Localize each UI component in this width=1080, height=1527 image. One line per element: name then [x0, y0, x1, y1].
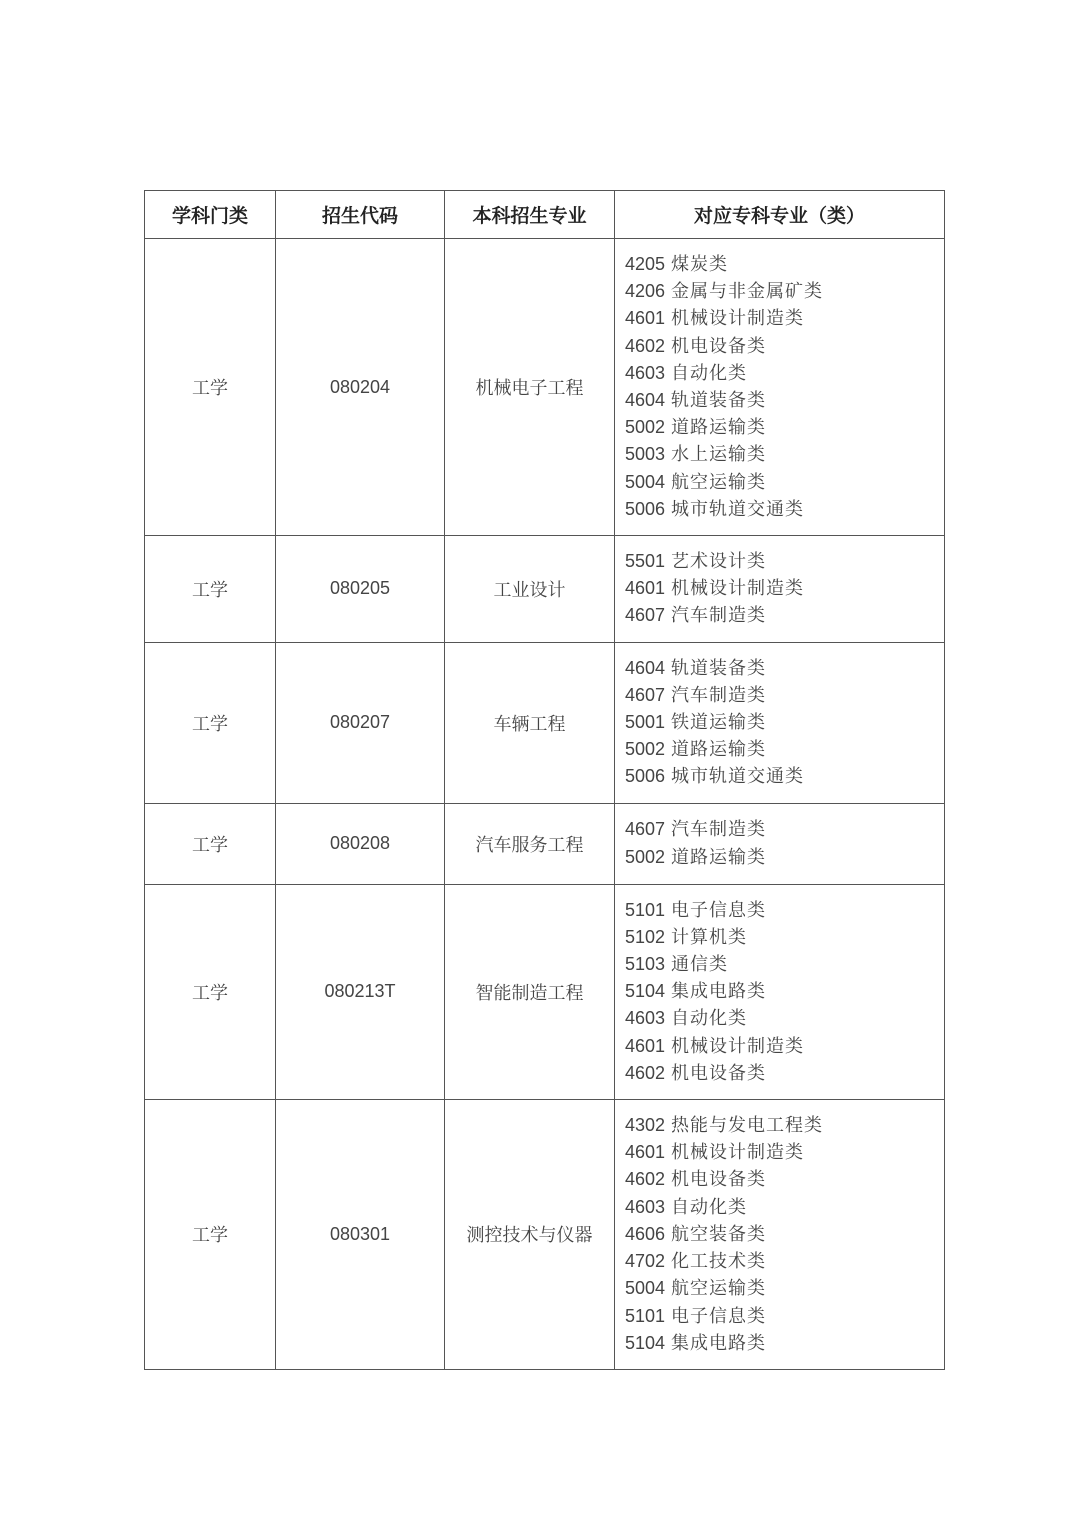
list-item: [625, 1221, 944, 1248]
related-major-name: 机械设计制造类: [671, 1142, 805, 1164]
related-major-name: 道路运输类: [671, 846, 767, 868]
related-major-code: 5104: [625, 981, 666, 1002]
related-major-code: 4607: [625, 819, 666, 840]
related-major-name: 汽车制造类: [671, 605, 767, 627]
cell-category: 工学: [145, 642, 276, 803]
related-major-list: [615, 885, 944, 1099]
cell-related-majors: [615, 1100, 945, 1370]
related-major-name: 机电设备类: [671, 1062, 767, 1084]
related-major-name: 水上运输类: [671, 444, 767, 466]
list-item: [625, 951, 944, 978]
related-major-code: 5104: [625, 1332, 666, 1353]
table-row: [145, 536, 945, 643]
related-major-name: 计算机类: [671, 926, 748, 948]
related-major-name: 机械设计制造类: [671, 308, 805, 330]
related-major-list: [615, 536, 944, 642]
cell-category: 工学: [145, 536, 276, 643]
list-item: [625, 736, 944, 763]
related-major-code: 5006: [625, 498, 666, 519]
related-major-name: 化工技术类: [671, 1251, 767, 1273]
related-major-name: 机电设备类: [671, 1169, 767, 1191]
related-major-name: 道路运输类: [671, 739, 767, 761]
list-item: [625, 1194, 944, 1221]
list-item: [625, 251, 944, 278]
cell-undergraduate-major: 车辆工程: [445, 642, 615, 803]
related-major-code: 5002: [625, 846, 666, 867]
cell-enrollment-code: 080301: [276, 1100, 445, 1370]
list-item: [625, 1060, 944, 1087]
related-major-list: [615, 239, 944, 535]
list-item: [625, 469, 944, 496]
cell-category: 工学: [145, 803, 276, 884]
related-major-list: [615, 643, 944, 803]
related-major-name: 自动化类: [671, 1196, 748, 1218]
related-major-code: 5003: [625, 444, 666, 465]
related-major-code: 4607: [625, 605, 666, 626]
header-related: 对应专科专业（类）: [615, 191, 945, 239]
related-major-code: 4601: [625, 578, 666, 599]
related-major-name: 电子信息类: [671, 899, 767, 921]
list-item: [625, 1330, 944, 1357]
list-item: [625, 602, 944, 629]
related-major-code: 5006: [625, 766, 666, 787]
cell-category: 工学: [145, 239, 276, 536]
list-item: [625, 655, 944, 682]
related-major-code: 4601: [625, 308, 666, 329]
related-major-name: 轨道装备类: [671, 657, 767, 679]
related-major-code: 4607: [625, 684, 666, 705]
list-item: [625, 1139, 944, 1166]
related-major-name: 航空运输类: [671, 1278, 767, 1300]
cell-undergraduate-major: 机械电子工程: [445, 239, 615, 536]
related-major-name: 机电设备类: [671, 335, 767, 357]
related-major-name: 汽车制造类: [671, 684, 767, 706]
related-major-code: 4205: [625, 254, 666, 274]
related-major-name: 自动化类: [671, 362, 748, 384]
list-item: [625, 278, 944, 305]
table-body: [145, 239, 945, 1370]
list-item: [625, 682, 944, 709]
list-item: [625, 387, 944, 414]
table-row: [145, 642, 945, 803]
related-major-code: 4603: [625, 362, 666, 383]
list-item: [625, 1033, 944, 1060]
related-major-name: 集成电路类: [671, 981, 767, 1003]
related-major-code: 4602: [625, 1062, 666, 1083]
cell-category: 工学: [145, 884, 276, 1099]
major-mapping-table: [144, 190, 945, 1370]
related-major-name: 轨道装备类: [671, 390, 767, 412]
list-item: [625, 360, 944, 387]
cell-undergraduate-major: 智能制造工程: [445, 884, 615, 1099]
list-item: [625, 844, 944, 871]
related-major-code: 5102: [625, 926, 666, 947]
related-major-code: 4702: [625, 1251, 666, 1272]
header-row: [145, 191, 945, 239]
list-item: [625, 816, 944, 843]
related-major-code: 4601: [625, 1142, 666, 1163]
related-major-name: 铁道运输类: [671, 712, 767, 734]
related-major-code: 4603: [625, 1008, 666, 1029]
list-item: [625, 1248, 944, 1275]
related-major-code: 4603: [625, 1196, 666, 1217]
list-item: [625, 548, 944, 575]
cell-related-majors: [615, 884, 945, 1099]
list-item: [625, 763, 944, 790]
related-major-name: 金属与非金属矿类: [671, 281, 824, 303]
related-major-list: [615, 1100, 944, 1369]
related-major-code: 5101: [625, 1305, 666, 1326]
related-major-name: 道路运输类: [671, 417, 767, 439]
related-major-name: 热能与发电工程类: [671, 1115, 824, 1137]
list-item: [625, 897, 944, 924]
header-category: 学科门类: [145, 191, 276, 239]
cell-related-majors: [615, 642, 945, 803]
related-major-code: 4302: [625, 1115, 666, 1136]
list-item: [625, 305, 944, 332]
related-major-code: 4602: [625, 335, 666, 356]
related-major-list: [615, 804, 944, 882]
table-row: [145, 1100, 945, 1370]
cell-related-majors: [615, 803, 945, 884]
cell-undergraduate-major: 工业设计: [445, 536, 615, 643]
cell-enrollment-code: 080213T: [276, 884, 445, 1099]
list-item: [625, 924, 944, 951]
cell-category: 工学: [145, 1100, 276, 1370]
related-major-code: 5001: [625, 712, 666, 733]
related-major-name: 艺术设计类: [671, 551, 767, 573]
list-item: [625, 496, 944, 523]
cell-related-majors: [615, 536, 945, 643]
related-major-code: 5101: [625, 899, 666, 920]
cell-undergraduate-major: 汽车服务工程: [445, 803, 615, 884]
list-item: [625, 1275, 944, 1302]
list-item: [625, 1166, 944, 1193]
cell-enrollment-code: 080207: [276, 642, 445, 803]
related-major-name: 航空装备类: [671, 1223, 767, 1245]
table-header: [145, 191, 945, 239]
list-item: [625, 1303, 944, 1330]
list-item: [625, 1112, 944, 1139]
related-major-code: 5004: [625, 471, 666, 492]
list-item: [625, 333, 944, 360]
related-major-name: 电子信息类: [671, 1305, 767, 1327]
related-major-code: 5103: [625, 954, 666, 975]
related-major-code: 5004: [625, 1278, 666, 1299]
cell-enrollment-code: 080204: [276, 239, 445, 536]
related-major-name: 航空运输类: [671, 471, 767, 493]
related-major-code: 4206: [625, 281, 666, 302]
related-major-code: 4604: [625, 390, 666, 411]
related-major-name: 机械设计制造类: [671, 1035, 805, 1057]
related-major-name: 城市轨道交通类: [671, 766, 805, 788]
related-major-code: 5002: [625, 417, 666, 438]
related-major-code: 5501: [625, 551, 666, 572]
related-major-name: 汽车制造类: [671, 819, 767, 841]
related-major-name: 通信类: [671, 954, 729, 976]
list-item: [625, 441, 944, 468]
list-item: [625, 414, 944, 441]
related-major-code: 5002: [625, 739, 666, 760]
header-major: 本科招生专业: [445, 191, 615, 239]
cell-related-majors: [615, 239, 945, 536]
related-major-name: 机械设计制造类: [671, 578, 805, 600]
related-major-code: 4604: [625, 657, 666, 678]
related-major-code: 4602: [625, 1169, 666, 1190]
list-item: [625, 709, 944, 736]
table-row: [145, 884, 945, 1099]
table-row: [145, 239, 945, 536]
cell-enrollment-code: 080208: [276, 803, 445, 884]
related-major-code: 4606: [625, 1223, 666, 1244]
list-item: [625, 575, 944, 602]
list-item: [625, 1005, 944, 1032]
list-item: [625, 978, 944, 1005]
related-major-name: 煤炭类: [671, 254, 729, 275]
cell-undergraduate-major: 测控技术与仪器: [445, 1100, 615, 1370]
header-code: 招生代码: [276, 191, 445, 239]
related-major-name: 城市轨道交通类: [671, 498, 805, 520]
related-major-code: 4601: [625, 1035, 666, 1056]
related-major-name: 集成电路类: [671, 1332, 767, 1354]
cell-enrollment-code: 080205: [276, 536, 445, 643]
table-row: [145, 803, 945, 884]
related-major-name: 自动化类: [671, 1008, 748, 1030]
